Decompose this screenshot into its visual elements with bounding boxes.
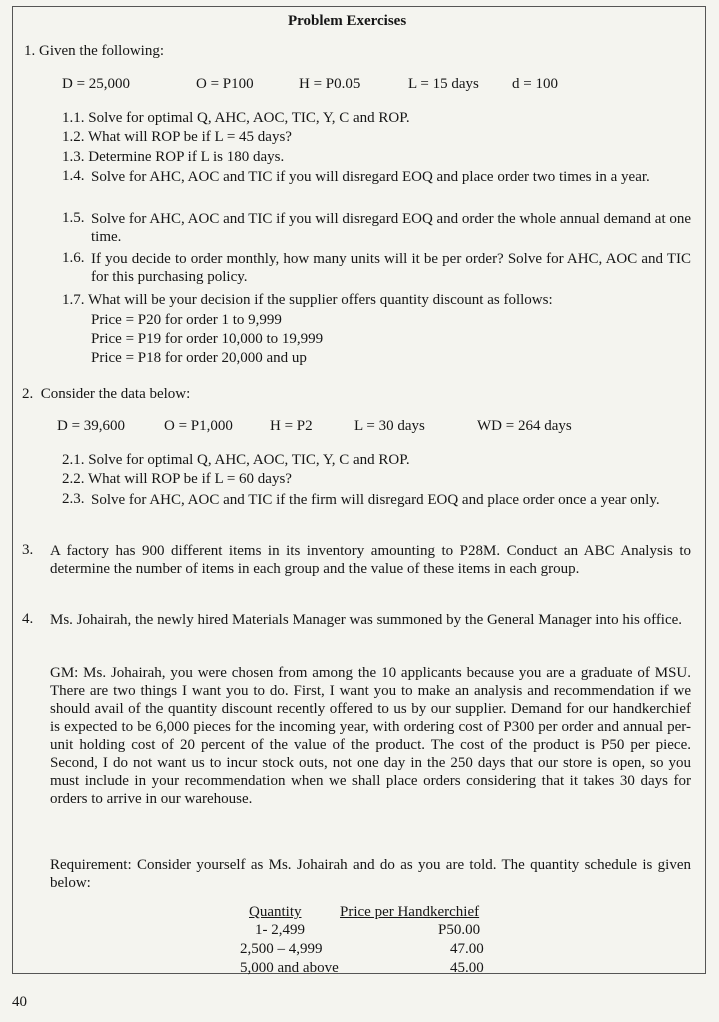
table-row-2-quantity: 2,500 – 4,999: [240, 941, 323, 957]
problem-2-given-l: L = 30 days: [354, 418, 425, 434]
problem-1-given-d: D = 25,000: [62, 76, 131, 92]
item-2-3-text: Solve for AHC, AOC and TIC if the firm will disregard EOQ and place order once a year only.: [91, 492, 660, 508]
problem-1-heading: [24, 43, 164, 60]
problem-4-requirement: Requirement: Consider yourself as Ms. Johairah and do as you are told. The quantity schedule is given below:: [50, 857, 691, 891]
table-header-price: Price per Handkerchief: [340, 904, 480, 920]
problem-1-given-l: L = 15 days: [408, 76, 479, 92]
item-1-4-text: Solve for AHC, AOC and TIC if you will disregard EOQ and place order two times in a year.: [91, 169, 650, 185]
item-2-3-number: 2.3.: [62, 491, 85, 507]
problem-2-given-o: O = P1,000: [164, 418, 233, 434]
problem-4-number: 4.: [22, 611, 34, 627]
problem-1-given-h: H = P0.05: [299, 76, 361, 92]
item-1-7: 1.7. What will be your decision if the supplier offers quantity discount as follows:: [62, 292, 553, 308]
problem-2-heading: 2. Consider the data below:: [22, 386, 191, 402]
problem-1-given-dd: d = 100: [512, 76, 558, 92]
item-1-2: 1.2. What will ROP be if L = 45 days?: [62, 129, 292, 145]
table-row-1-quantity: 1- 2,499: [255, 922, 305, 938]
problem-1-intro: Given the following:: [39, 43, 164, 59]
item-1-5-text: Solve for AHC, AOC and TIC if you will disregard EOQ and order the whole annual demand at one time.: [91, 211, 692, 245]
page-number: 40: [12, 994, 27, 1010]
table-header-quantity: Quantity: [249, 904, 302, 920]
item-2-2: 2.2. What will ROP be if L = 60 days?: [62, 471, 292, 487]
problem-3-text: A factory has 900 different items in its inventory amounting to P28M. Conduct an ABC Analysis to determine the number of items in each group and the value of these items in each group.: [50, 543, 691, 577]
item-1-6-text: If you decide to order monthly, how many units will it be per order? Solve for AHC, AOC and TIC for this purchasing policy.: [91, 251, 691, 285]
problem-3-number: 3.: [22, 542, 34, 558]
problem-2-given-h: H = P2: [270, 418, 313, 434]
problem-2-given-d: D = 39,600: [57, 418, 126, 434]
discount-line-2: Price = P19 for order 10,000 to 19,999: [91, 331, 324, 347]
item-1-5-number: 1.5.: [62, 210, 85, 226]
discount-line-3: Price = P18 for order 20,000 and up: [91, 350, 307, 366]
table-row-3-quantity: 5,000 and above: [240, 960, 339, 976]
problem-1-given-o: O = P100: [196, 76, 254, 92]
problem-4-text: Ms. Johairah, the newly hired Materials Manager was summoned by the General Manager into his office.: [50, 612, 683, 628]
item-1-3: 1.3. Determine ROP if L is 180 days.: [62, 149, 285, 165]
item-1-4-number: 1.4.: [62, 168, 85, 184]
item-1-6-number: 1.6.: [62, 250, 85, 266]
discount-line-1: Price = P20 for order 1 to 9,999: [91, 312, 282, 328]
table-row-2-price: 47.00: [450, 941, 484, 957]
item-1-1: 1.1. Solve for optimal Q, AHC, AOC, TIC, Y, C and ROP.: [62, 110, 410, 126]
table-row-3-price: 45.00: [450, 960, 484, 976]
table-row-1-price: P50.00: [438, 922, 481, 938]
problem-2-given-wd: WD = 264 days: [477, 418, 572, 434]
problem-4-gm-paragraph: GM: Ms. Johairah, you were chosen from among the 10 applicants because you are a graduate of MSU. There are two things I want you to do. First, I want you to make an analysis and recommendation if we should avail of the quantity discount recently offered to us by our supplier. Demand for our handkerchief is expected to be 6,000 pieces for the incoming year, with ordering cost of P300 per order and annual per-unit holding cost of 20 percent of the value of the product. The cost of the product is P50 per piece. Second, I do not want us to incur stock outs, not one day in the 250 days that our store is open, so you must include in your recommendation when we shall place orders considering that it takes 30 days for orders to arrive in our warehouse.: [50, 665, 691, 807]
item-2-1: 2.1. Solve for optimal Q, AHC, AOC, TIC, Y, C and ROP.: [62, 452, 410, 468]
page-title: Problem Exercises: [288, 13, 407, 29]
problem-1-number: 1.: [24, 43, 36, 59]
